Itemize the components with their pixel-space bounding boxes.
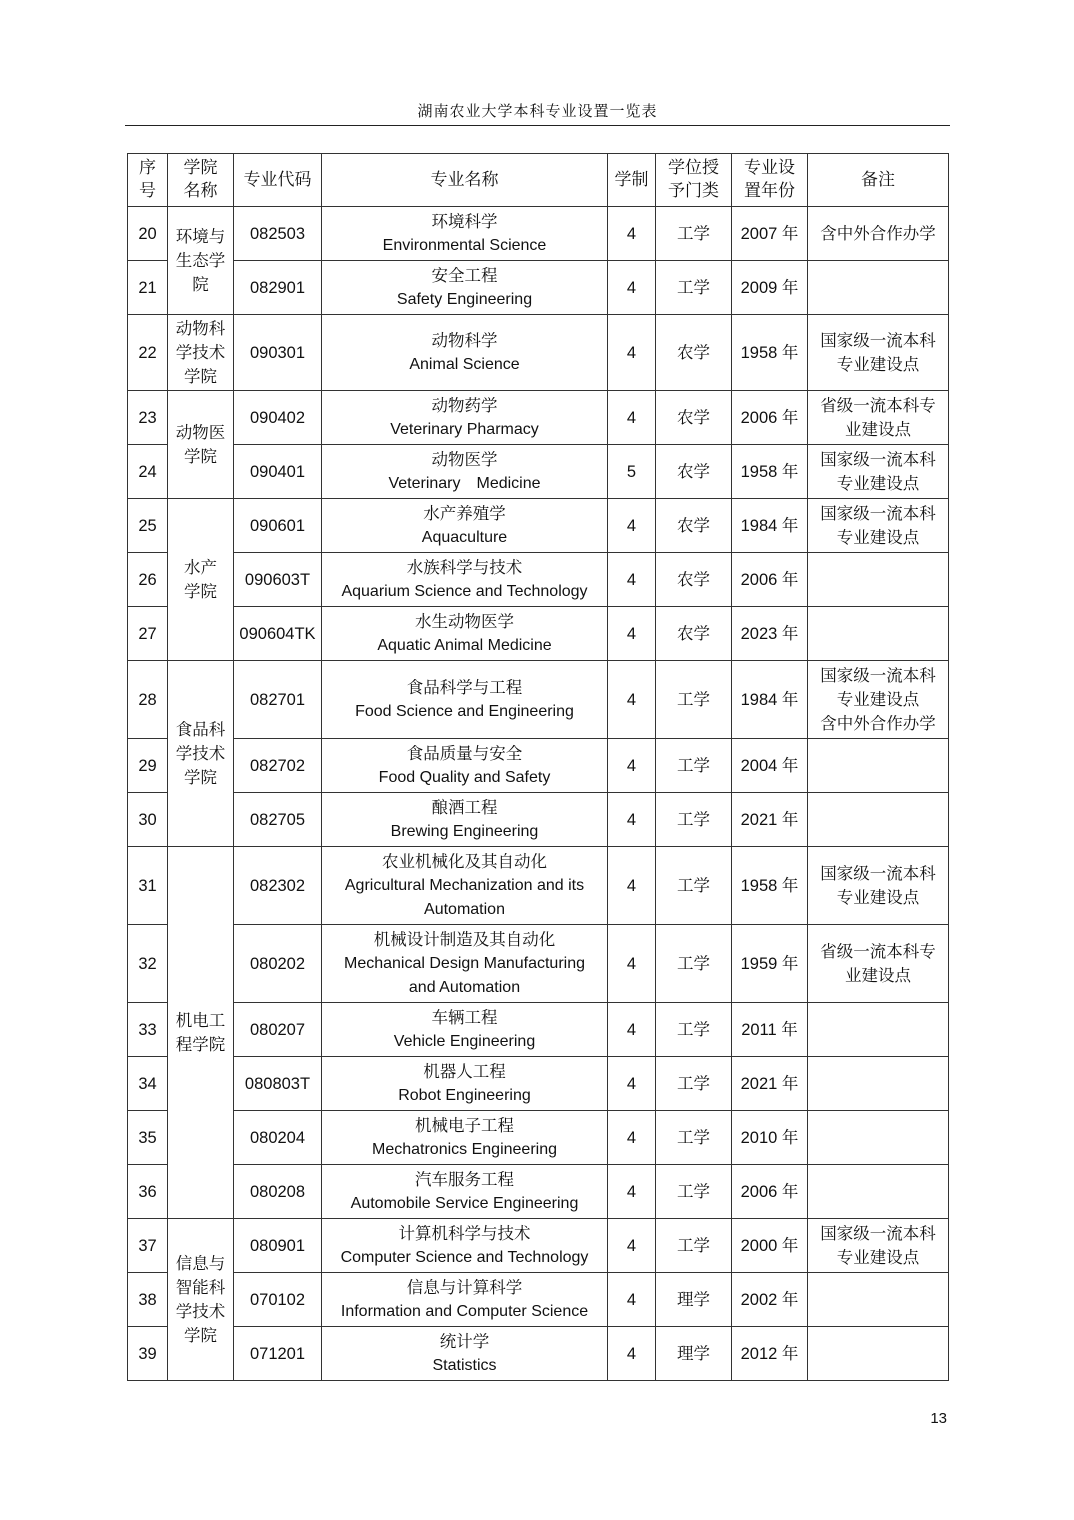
header-text: 置年份 [744, 181, 795, 201]
cell-no: 39 [128, 1327, 168, 1381]
cell-remark [808, 1057, 949, 1111]
major-name-cn: 农业机械化及其自动化 [382, 851, 547, 871]
cell-major-name [322, 499, 608, 553]
cell-code: 080901 [234, 1219, 322, 1273]
cell-college [168, 847, 234, 1219]
major-name-en: Environmental Science [382, 236, 547, 254]
cell-no: 36 [128, 1165, 168, 1219]
cell-no: 24 [128, 445, 168, 499]
cell-major-name [322, 1003, 608, 1057]
remark-line: 含中外合作办学 [820, 223, 936, 243]
remark-line: 业建设点 [845, 419, 911, 439]
table-row [128, 1003, 949, 1057]
cell-no: 22 [128, 315, 168, 391]
major-name-cn: 车辆工程 [431, 1007, 498, 1027]
cell-year-set: 2009 年 [732, 261, 808, 315]
cell-no: 26 [128, 553, 168, 607]
major-name-cn: 动物科学 [431, 330, 498, 350]
remark-line: 国家级一流本科 [820, 1223, 936, 1243]
cell-years: 4 [608, 1111, 656, 1165]
cell-year-set: 2002 年 [732, 1273, 808, 1327]
cell-year-set: 2012 年 [732, 1327, 808, 1381]
major-name-cn: 统计学 [439, 1331, 490, 1351]
cell-code: 090402 [234, 391, 322, 445]
cell-code: 070102 [234, 1273, 322, 1327]
cell-major-name [322, 1165, 608, 1219]
cell-no: 29 [128, 739, 168, 793]
cell-no: 35 [128, 1111, 168, 1165]
major-name-cn: 机器人工程 [423, 1061, 506, 1081]
college-name-line: 智能科 [175, 1277, 226, 1297]
cell-degree: 工学 [656, 1165, 732, 1219]
cell-major-name [322, 793, 608, 847]
table-row [128, 499, 949, 553]
header-text: 专业代码 [243, 170, 312, 190]
major-name-en: and Automation [408, 978, 521, 996]
cell-year-set: 2000 年 [732, 1219, 808, 1273]
cell-college [168, 207, 234, 315]
cell-remark [808, 607, 949, 661]
major-name-en: Automobile Service Engineering [350, 1194, 579, 1212]
cell-degree: 理学 [656, 1273, 732, 1327]
cell-remark [808, 739, 949, 793]
major-name-en: Mechatronics Engineering [372, 1140, 557, 1158]
header-text: 名称 [183, 181, 218, 201]
major-name-cn: 机械设计制造及其自动化 [373, 929, 556, 949]
cell-year-set: 2010 年 [732, 1111, 808, 1165]
cell-code: 080803T [234, 1057, 322, 1111]
cell-no: 32 [128, 925, 168, 1003]
cell-degree: 农学 [656, 607, 732, 661]
cell-years: 4 [608, 1219, 656, 1273]
college-name-line: 学院 [184, 1325, 217, 1345]
table-row [128, 793, 949, 847]
cell-years: 4 [608, 1327, 656, 1381]
cell-degree: 工学 [656, 925, 732, 1003]
table-row [128, 1273, 949, 1327]
cell-degree: 农学 [656, 445, 732, 499]
cell-college [168, 661, 234, 847]
college-name-line: 学院 [184, 446, 217, 466]
cell-no: 23 [128, 391, 168, 445]
cell-no: 25 [128, 499, 168, 553]
major-name-en: Aquatic Animal Medicine [377, 636, 552, 654]
header-col-college [168, 154, 234, 207]
cell-year-set: 1958 年 [732, 847, 808, 925]
cell-years: 4 [608, 1273, 656, 1327]
cell-year-set: 2021 年 [732, 1057, 808, 1111]
college-name-line: 学技术 [175, 1301, 226, 1321]
major-name-en: Statistics [432, 1356, 497, 1374]
cell-years: 5 [608, 445, 656, 499]
major-name-en: Robot Engineering [398, 1086, 531, 1104]
cell-remark [808, 1273, 949, 1327]
cell-code: 082701 [234, 661, 322, 739]
cell-code: 090401 [234, 445, 322, 499]
cell-major-name [322, 207, 608, 261]
major-name-cn: 信息与计算科学 [406, 1277, 523, 1297]
cell-college [168, 499, 234, 661]
cell-major-name [322, 553, 608, 607]
major-name-en: Food Science and Engineering [355, 702, 574, 720]
cell-major-name [322, 261, 608, 315]
table-row [128, 1327, 949, 1381]
remark-line: 省级一流本科专 [820, 941, 936, 961]
major-name-en: Veterinary Medicine [388, 474, 541, 492]
cell-years: 4 [608, 499, 656, 553]
remark-line: 专业建设点 [836, 527, 920, 547]
table-row [128, 607, 949, 661]
major-name-en: Information and Computer Science [340, 1302, 589, 1320]
cell-years: 4 [608, 793, 656, 847]
header-text: 号 [139, 181, 156, 201]
cell-remark [808, 553, 949, 607]
cell-code: 090301 [234, 315, 322, 391]
cell-year-set: 2006 年 [732, 391, 808, 445]
cell-major-name [322, 315, 608, 391]
cell-major-name [322, 445, 608, 499]
cell-years: 4 [608, 261, 656, 315]
major-name-cn: 环境科学 [431, 211, 498, 231]
college-name-line: 学技术 [175, 342, 226, 362]
cell-remark [808, 1003, 949, 1057]
table-row [128, 1111, 949, 1165]
cell-code: 090604TK [234, 607, 322, 661]
cell-year-set: 2006 年 [732, 553, 808, 607]
cell-year-set: 1958 年 [732, 315, 808, 391]
cell-code: 090601 [234, 499, 322, 553]
cell-degree: 农学 [656, 499, 732, 553]
major-name-en: Brewing Engineering [390, 822, 539, 840]
cell-remark [808, 847, 949, 925]
cell-code: 071201 [234, 1327, 322, 1381]
majors-table [127, 153, 949, 1381]
cell-year-set: 1984 年 [732, 499, 808, 553]
header-text: 序 [139, 158, 156, 178]
cell-degree: 理学 [656, 1327, 732, 1381]
cell-years: 4 [608, 207, 656, 261]
header-col-year-set [732, 154, 808, 207]
college-name-line: 学院 [184, 581, 217, 601]
major-name-en: Aquarium Science and Technology [341, 582, 588, 600]
table-body [128, 207, 949, 1381]
major-name-cn: 动物药学 [431, 395, 498, 415]
table-row [128, 1219, 949, 1273]
header-text: 予门类 [668, 181, 719, 201]
cell-code: 082302 [234, 847, 322, 925]
cell-code: 082705 [234, 793, 322, 847]
cell-year-set: 2007 年 [732, 207, 808, 261]
remark-line: 国家级一流本科 [820, 503, 936, 523]
major-name-en: Mechanical Design Manufacturing [343, 954, 585, 972]
cell-no: 20 [128, 207, 168, 261]
major-name-en: Food Quality and Safety [378, 768, 551, 786]
cell-remark [808, 261, 949, 315]
cell-college [168, 315, 234, 391]
remark-line: 专业建设点 [836, 689, 920, 709]
cell-degree: 农学 [656, 315, 732, 391]
header-col-name [322, 154, 608, 207]
cell-degree: 农学 [656, 553, 732, 607]
table-row [128, 445, 949, 499]
header-col-years [608, 154, 656, 207]
header-text: 学院 [183, 158, 218, 178]
cell-remark [808, 793, 949, 847]
remark-line: 国家级一流本科 [820, 330, 936, 350]
cell-year-set: 1959 年 [732, 925, 808, 1003]
remark-line: 专业建设点 [836, 473, 920, 493]
cell-no: 33 [128, 1003, 168, 1057]
remark-line: 国家级一流本科 [820, 449, 936, 469]
table-row [128, 553, 949, 607]
cell-degree: 工学 [656, 661, 732, 739]
major-name-en: Automation [424, 900, 505, 918]
major-name-cn: 水产养殖学 [423, 503, 506, 523]
remark-line: 国家级一流本科 [820, 665, 936, 685]
college-name-line: 学技术 [175, 743, 226, 763]
cell-remark [808, 925, 949, 1003]
major-name-en: Animal Science [409, 355, 520, 373]
cell-year-set: 1958 年 [732, 445, 808, 499]
header-text: 学制 [614, 170, 649, 190]
cell-degree: 工学 [656, 1057, 732, 1111]
table-header-row [128, 154, 949, 207]
header-col-code [234, 154, 322, 207]
college-name-line: 食品科 [175, 719, 226, 739]
college-name-line: 院 [192, 274, 209, 294]
cell-years: 4 [608, 391, 656, 445]
major-name-cn: 动物医学 [431, 449, 498, 469]
cell-major-name [322, 1219, 608, 1273]
header-col-no [128, 154, 168, 207]
cell-years: 4 [608, 925, 656, 1003]
cell-remark [808, 661, 949, 739]
table-row [128, 391, 949, 445]
major-name-cn: 汽车服务工程 [415, 1169, 514, 1189]
cell-code: 090603T [234, 553, 322, 607]
major-name-cn: 食品科学与工程 [406, 677, 523, 697]
cell-year-set: 2011 年 [732, 1003, 808, 1057]
table-row [128, 847, 949, 925]
cell-no: 34 [128, 1057, 168, 1111]
cell-degree: 工学 [656, 793, 732, 847]
cell-year-set: 2004 年 [732, 739, 808, 793]
cell-no: 27 [128, 607, 168, 661]
header-col-degree [656, 154, 732, 207]
cell-code: 082702 [234, 739, 322, 793]
cell-code: 082901 [234, 261, 322, 315]
table-row [128, 1165, 949, 1219]
cell-remark [808, 445, 949, 499]
cell-major-name [322, 847, 608, 925]
major-name-cn: 酿酒工程 [431, 797, 498, 817]
cell-degree: 工学 [656, 1219, 732, 1273]
cell-remark [808, 391, 949, 445]
college-name-line: 信息与 [175, 1253, 226, 1273]
cell-years: 4 [608, 315, 656, 391]
page-header: 湖南农业大学本科专业设置一览表 [125, 98, 950, 126]
major-name-cn: 水生动物医学 [415, 611, 514, 631]
table-row [128, 207, 949, 261]
cell-remark [808, 1165, 949, 1219]
college-name-line: 学院 [184, 767, 217, 787]
cell-degree: 工学 [656, 207, 732, 261]
remark-line: 省级一流本科专 [820, 395, 936, 415]
cell-years: 4 [608, 1003, 656, 1057]
remark-line: 专业建设点 [836, 354, 920, 374]
cell-code: 080207 [234, 1003, 322, 1057]
cell-degree: 工学 [656, 739, 732, 793]
major-name-cn: 水族科学与技术 [406, 557, 523, 577]
cell-major-name [322, 925, 608, 1003]
table-row [128, 261, 949, 315]
remark-line: 专业建设点 [836, 1247, 920, 1267]
cell-major-name [322, 1111, 608, 1165]
cell-code: 080208 [234, 1165, 322, 1219]
cell-years: 4 [608, 607, 656, 661]
cell-degree: 农学 [656, 391, 732, 445]
cell-college [168, 391, 234, 499]
table-row [128, 739, 949, 793]
remark-line: 业建设点 [845, 965, 911, 985]
cell-years: 4 [608, 847, 656, 925]
college-name-line: 水产 [184, 557, 217, 577]
major-name-en: Aquaculture [421, 528, 508, 546]
cell-major-name [322, 1273, 608, 1327]
college-name-line: 动物医 [175, 422, 226, 442]
header-text: 专业设 [744, 158, 795, 178]
major-name-cn: 机械电子工程 [415, 1115, 514, 1135]
header-text: 学位授 [668, 158, 719, 178]
cell-no: 28 [128, 661, 168, 739]
cell-code: 080204 [234, 1111, 322, 1165]
cell-years: 4 [608, 553, 656, 607]
college-name-line: 生态学 [175, 250, 226, 270]
cell-remark [808, 1219, 949, 1273]
cell-year-set: 2021 年 [732, 793, 808, 847]
cell-no: 38 [128, 1273, 168, 1327]
remark-line: 国家级一流本科 [820, 863, 936, 883]
cell-major-name [322, 661, 608, 739]
table-row [128, 1057, 949, 1111]
cell-degree: 工学 [656, 1003, 732, 1057]
cell-year-set: 1984 年 [732, 661, 808, 739]
remark-line: 含中外合作办学 [820, 713, 936, 733]
table-row [128, 925, 949, 1003]
cell-years: 4 [608, 739, 656, 793]
cell-major-name [322, 1327, 608, 1381]
cell-no: 30 [128, 793, 168, 847]
table-row [128, 315, 949, 391]
college-name-line: 动物科 [175, 318, 226, 338]
college-name-line: 机电工 [175, 1010, 226, 1030]
cell-code: 082503 [234, 207, 322, 261]
major-name-en: Safety Engineering [396, 290, 533, 308]
table-row [128, 661, 949, 739]
college-name-line: 程学院 [175, 1034, 226, 1054]
cell-year-set: 2006 年 [732, 1165, 808, 1219]
page-number: 13 [930, 1410, 947, 1427]
remark-line: 专业建设点 [836, 887, 920, 907]
major-name-cn: 计算机科学与技术 [398, 1223, 531, 1243]
cell-major-name [322, 739, 608, 793]
cell-major-name [322, 391, 608, 445]
major-name-en: Veterinary Pharmacy [390, 420, 539, 438]
cell-no: 31 [128, 847, 168, 925]
cell-degree: 工学 [656, 847, 732, 925]
major-name-cn: 安全工程 [431, 265, 498, 285]
cell-remark [808, 1111, 949, 1165]
major-name-cn: 食品质量与安全 [406, 743, 523, 763]
cell-degree: 工学 [656, 261, 732, 315]
cell-year-set: 2023 年 [732, 607, 808, 661]
header-col-remark [808, 154, 949, 207]
header-text: 备注 [861, 170, 895, 190]
cell-years: 4 [608, 1165, 656, 1219]
cell-years: 4 [608, 1057, 656, 1111]
cell-code: 080202 [234, 925, 322, 1003]
cell-no: 21 [128, 261, 168, 315]
cell-degree: 工学 [656, 1111, 732, 1165]
college-name-line: 学院 [184, 366, 217, 386]
major-name-en: Agricultural Mechanization and its [344, 876, 585, 894]
cell-remark [808, 1327, 949, 1381]
header-text: 专业名称 [430, 170, 499, 190]
cell-years: 4 [608, 661, 656, 739]
cell-college [168, 1219, 234, 1381]
major-name-en: Vehicle Engineering [393, 1032, 536, 1050]
cell-major-name [322, 1057, 608, 1111]
major-name-en: Computer Science and Technology [340, 1248, 589, 1266]
cell-no: 37 [128, 1219, 168, 1273]
cell-major-name [322, 607, 608, 661]
college-name-line: 环境与 [175, 226, 226, 246]
cell-remark [808, 315, 949, 391]
cell-remark [808, 207, 949, 261]
cell-remark [808, 499, 949, 553]
